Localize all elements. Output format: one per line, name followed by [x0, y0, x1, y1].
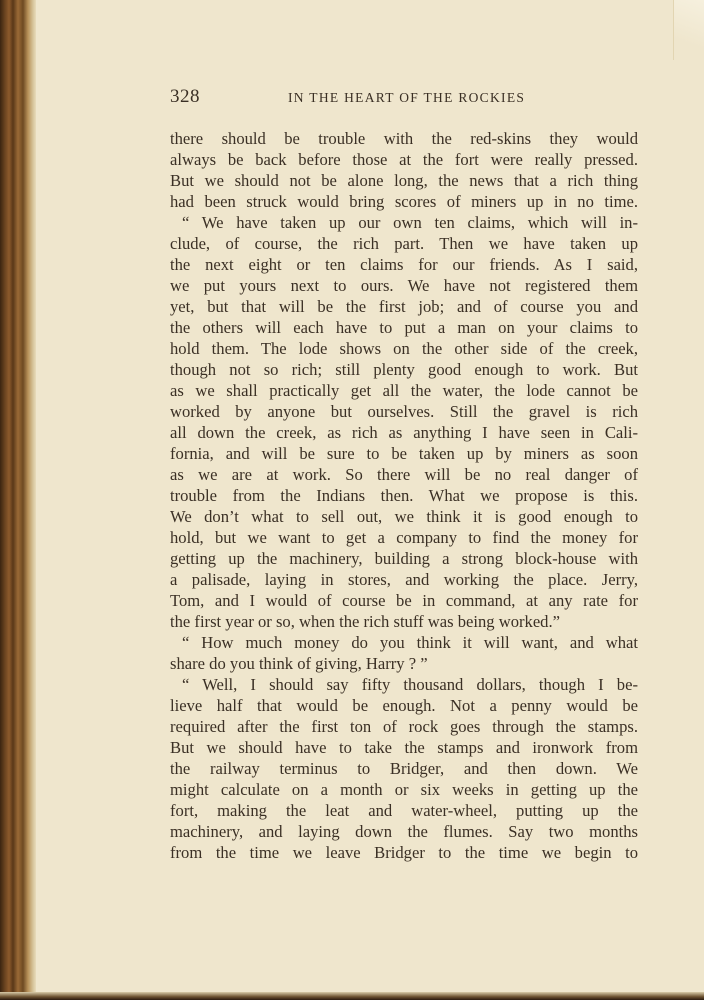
text-line: yet, but that will be the first job; and of course you and	[170, 297, 638, 316]
text-line: we put yours next to ours. We have not registered them	[170, 276, 638, 295]
text-line: But we should have to take the stamps and ironwork from	[170, 738, 638, 757]
text-line: as we shall practically get all the water, the lode cannot be	[170, 381, 638, 400]
text-line: fornia, and will be sure to be taken up by miners as soon	[170, 444, 638, 463]
text-line: “ We have taken up our own ten claims, which will in-	[182, 213, 638, 232]
text-line: Tom, and I would of course be in command, at any rate for	[170, 591, 638, 610]
page-corner-fold	[673, 0, 704, 60]
running-title: IN THE HEART OF THE ROCKIES	[288, 90, 526, 105]
text-line: a palisade, laying in stores, and working the place. Jerry,	[170, 570, 638, 589]
text-line: from the time we leave Bridger to the time we begin to	[170, 843, 638, 862]
text-line: “ How much money do you think it will want, and what	[182, 633, 638, 652]
text-line: worked by anyone but ourselves. Still the gravel is rich	[170, 402, 638, 421]
text-line: had been struck would bring scores of miners up in no time.	[170, 192, 638, 211]
page-bottom-edge	[0, 992, 704, 1000]
text-line: “ Well, I should say fifty thousand dollars, though I be-	[182, 675, 638, 694]
text-line: always be back before those at the fort were really pressed.	[170, 150, 638, 169]
text-line: though not so rich; still plenty good enough to work. But	[170, 360, 638, 379]
text-line: We don’t what to sell out, we think it is good enough to	[170, 507, 638, 526]
text-line: machinery, and laying down the flumes. Say two months	[170, 822, 638, 841]
text-line: trouble from the Indians then. What we propose is this.	[170, 486, 638, 505]
text-line: the next eight or ten claims for our friends. As I said,	[170, 255, 638, 274]
text-line: the railway terminus to Bridger, and then down. We	[170, 759, 638, 778]
text-line: hold them. The lode shows on the other side of the creek,	[170, 339, 638, 358]
text-line: share do you think of giving, Harry ? ”	[170, 654, 428, 673]
text-line: But we should not be alone long, the news that a rich thing	[170, 171, 638, 190]
text-line: clude, of course, the rich part. Then we have taken up	[170, 234, 638, 253]
text-line: lieve half that would be enough. Not a penny would be	[170, 696, 638, 715]
text-line: all down the creek, as rich as anything I have seen in Cali-	[170, 423, 638, 442]
text-line: as we are at work. So there will be no real danger of	[170, 465, 638, 484]
text-line: fort, making the leat and water-wheel, putting up the	[170, 801, 638, 820]
text-line: getting up the machinery, building a strong block-house with	[170, 549, 638, 568]
text-line: might calculate on a month or six weeks in getting up the	[170, 780, 638, 799]
text-line: the first year or so, when the rich stuff was being worked.”	[170, 612, 560, 631]
text-line: the others will each have to put a man on your claims to	[170, 318, 638, 337]
body-text	[170, 128, 638, 863]
running-head	[170, 86, 638, 110]
book-spine	[0, 0, 36, 1000]
text-line: hold, but we want to get a company to find the money for	[170, 528, 638, 547]
text-line: there should be trouble with the red-skins they would	[170, 129, 638, 148]
page-number: 328	[170, 86, 200, 107]
text-line: required after the first ton of rock goes through the stamps.	[170, 717, 638, 736]
